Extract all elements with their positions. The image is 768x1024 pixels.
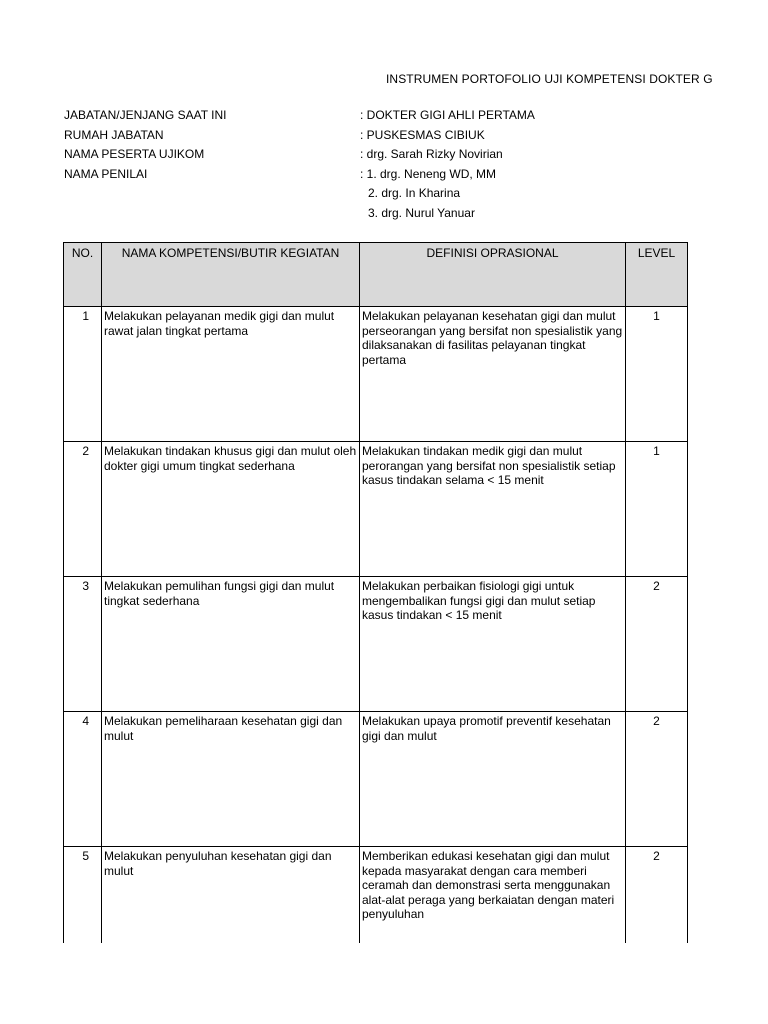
row-no: 5 bbox=[64, 847, 102, 944]
header-definisi: DEFINISI OPRASIONAL bbox=[360, 243, 626, 307]
row-no: 4 bbox=[64, 712, 102, 847]
table-row bbox=[64, 847, 688, 944]
row-definisi: Melakukan upaya promotif preventif kesehatan gigi dan mulut bbox=[360, 712, 626, 847]
info-row-penilai-2 bbox=[64, 186, 724, 206]
row-no: 2 bbox=[64, 442, 102, 577]
table-row bbox=[64, 712, 688, 847]
row-no: 3 bbox=[64, 577, 102, 712]
info-row-penilai bbox=[64, 167, 724, 187]
row-nama-kompetensi: Melakukan tindakan khusus gigi dan mulut oleh dokter gigi umum tingkat sederhana bbox=[102, 442, 360, 577]
row-nama-kompetensi: Melakukan penyuluhan kesehatan gigi dan mulut bbox=[102, 847, 360, 944]
label-jabatan: JABATAN/JENJANG SAAT INI bbox=[64, 108, 227, 122]
header-level: LEVEL bbox=[626, 243, 688, 307]
row-level: 2 bbox=[626, 847, 688, 944]
row-definisi: Melakukan pelayanan kesehatan gigi dan mulut perseorangan yang bersifat non spesialistik yang dilaksanakan di fasilitas pelayanan tingkat pertama bbox=[360, 307, 626, 442]
row-definisi: Memberikan edukasi kesehatan gigi dan mulut kepada masyarakat dengan cara memberi ceramah dan demonstrasi serta menggunakan alat-alat peraga yang berkaiatan dengan materi penyuluhan bbox=[360, 847, 626, 944]
label-rumah-jabatan: RUMAH JABATAN bbox=[64, 127, 164, 142]
row-definisi: Melakukan tindakan medik gigi dan mulut perorangan yang bersifat non spesialistik setiap kasus tindakan selama < 15 menit bbox=[360, 442, 626, 577]
value-peserta: : drg. Sarah Rizky Novirian bbox=[360, 147, 503, 161]
value-penilai-1: : 1. drg. Neneng WD, MM bbox=[360, 166, 497, 181]
info-row-rumah-jabatan bbox=[64, 128, 724, 148]
row-level: 2 bbox=[626, 712, 688, 847]
document-title: INSTRUMEN PORTOFOLIO UJI KOMPETENSI DOKTER G bbox=[386, 72, 713, 86]
row-no: 1 bbox=[64, 307, 102, 442]
table-header-row bbox=[64, 243, 688, 307]
table-row bbox=[64, 442, 688, 577]
value-penilai-3: 3. drg. Nurul Yanuar bbox=[368, 205, 475, 220]
value-jabatan: : DOKTER GIGI AHLI PERTAMA bbox=[360, 108, 535, 122]
header-no: NO. bbox=[64, 243, 102, 307]
row-nama-kompetensi: Melakukan pemulihan fungsi gigi dan mulut tingkat sederhana bbox=[102, 577, 360, 712]
value-rumah-jabatan: : PUSKESMAS CIBIUK bbox=[360, 127, 485, 142]
row-level: 1 bbox=[626, 442, 688, 577]
label-penilai: NAMA PENILAI bbox=[64, 166, 148, 181]
row-nama-kompetensi: Melakukan pemeliharaan kesehatan gigi dan mulut bbox=[102, 712, 360, 847]
competency-table bbox=[63, 242, 688, 943]
row-definisi: Melakukan perbaikan fisiologi gigi untuk mengembalikan fungsi gigi dan mulut setiap kasus tindakan < 15 menit bbox=[360, 577, 626, 712]
value-penilai-2: 2. drg. In Kharina bbox=[368, 186, 461, 200]
row-nama-kompetensi: Melakukan pelayanan medik gigi dan mulut rawat jalan tingkat pertama bbox=[102, 307, 360, 442]
participant-info bbox=[64, 108, 724, 225]
table-row bbox=[64, 307, 688, 442]
row-level: 2 bbox=[626, 577, 688, 712]
label-peserta: NAMA PESERTA UJIKOM bbox=[64, 147, 205, 161]
table-row bbox=[64, 577, 688, 712]
header-nama-kompetensi: NAMA KOMPETENSI/BUTIR KEGIATAN bbox=[102, 243, 360, 307]
info-row-jabatan bbox=[64, 108, 724, 128]
info-row-penilai-3 bbox=[64, 206, 724, 226]
row-level: 1 bbox=[626, 307, 688, 442]
info-row-peserta bbox=[64, 147, 724, 167]
